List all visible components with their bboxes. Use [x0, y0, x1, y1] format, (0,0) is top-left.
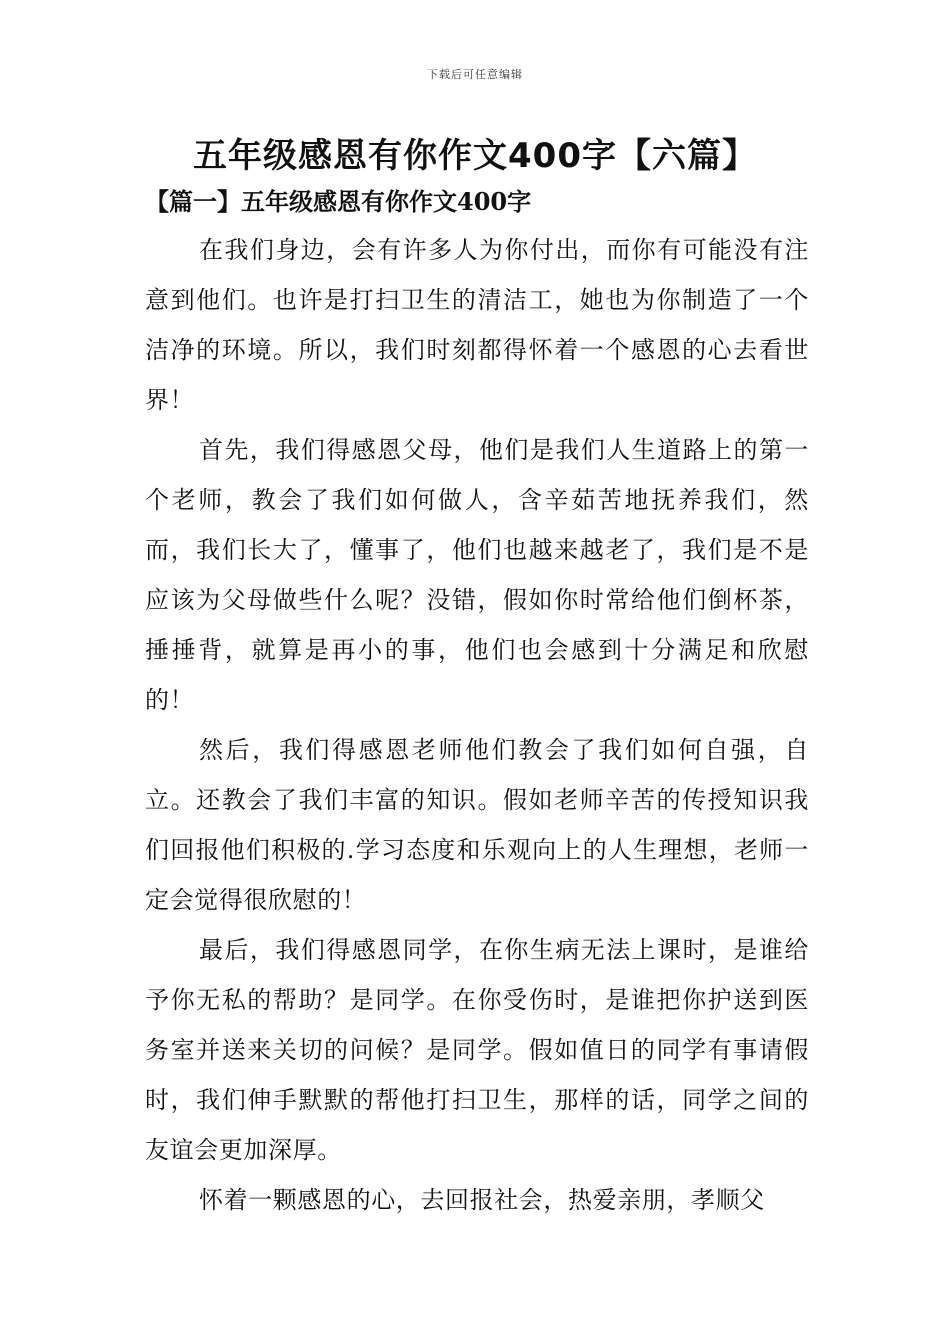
document-title: 五年级感恩有你作文400字【六篇】 [193, 136, 757, 176]
header-note: 下载后可任意编辑 [427, 68, 523, 81]
paragraph-3: 然后，我们得感恩老师他们教会了我们如何自强，自立。还教会了我们丰富的知识。假如老师辛苦的传授知识我们回报他们积极的.学习态度和乐观向上的人生理想，老师一定会觉得很欣慰的！ [145, 736, 809, 914]
body-text [145, 225, 809, 1225]
paragraph-1: 在我们身边，会有许多人为你付出，而你有可能没有注意到他们。也许是打扫卫生的清洁工，她也为你制造了一个洁净的环境。所以，我们时刻都得怀着一个感恩的心去看世界！ [145, 236, 809, 414]
paragraph-2: 首先，我们得感恩父母，他们是我们人生道路上的第一个老师，教会了我们如何做人，含辛茹苦地抚养我们，然而，我们长大了，懂事了，他们也越来越老了，我们是不是应该为父母做些什么呢？没错，假如你时常给他们倒杯茶，捶捶背，就算是再小的事，他们也会感到十分满足和欣慰的！ [145, 436, 809, 714]
paragraph-5: 怀着一颗感恩的心，去回报社会，热爱亲朋，孝顺父 [199, 1186, 765, 1214]
paragraph-4: 最后，我们得感恩同学，在你生病无法上课时，是谁给予你无私的帮助？是同学。在你受伤时，是谁把你护送到医务室并送来关切的问候？是同学。假如值日的同学有事请假时，我们伸手默默的帮他打扫卫生，那样的话，同学之间的友谊会更加深厚。 [145, 936, 809, 1164]
section-heading: 【篇一】五年级感恩有你作文400字 [145, 187, 532, 216]
